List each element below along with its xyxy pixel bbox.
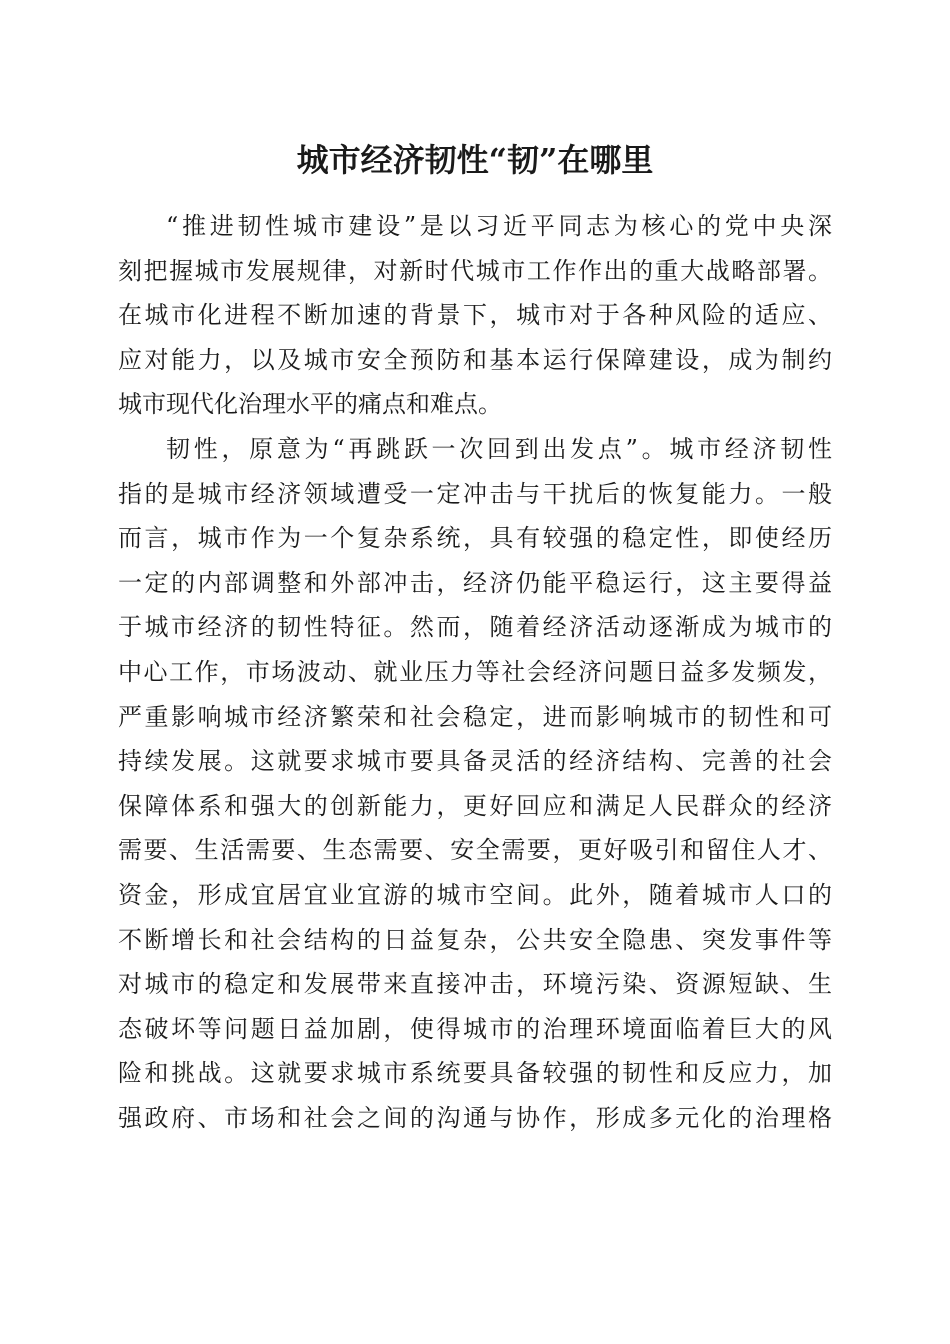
- paragraph-line: “推进韧性城市建设”是以习近平同志为核心的党中央深: [166, 212, 832, 240]
- paragraph-line: 在城市化进程不断加速的背景下，城市对于各种风险的适应、: [118, 301, 832, 330]
- paragraph-line: 险和挑战。这就要求城市系统要具备较强的韧性和反应力，加: [118, 1059, 832, 1088]
- document-body: [118, 204, 832, 1140]
- paragraph-line: 严重影响城市经济繁荣和社会稳定，进而影响城市的韧性和可: [118, 702, 832, 731]
- paragraph-line: 资金，形成宜居宜业宜游的城市空间。此外，随着城市人口的: [118, 880, 832, 909]
- paragraph-line: 需要、生活需要、生态需要、安全需要，更好吸引和留住人才、: [118, 836, 832, 865]
- paragraph-line: 应对能力，以及城市安全预防和基本运行保障建设，成为制约: [118, 345, 832, 374]
- paragraph-line: 韧性，原意为“再跳跃一次回到出发点”。城市经济韧性: [166, 434, 832, 463]
- paragraph-1: [118, 204, 832, 427]
- paragraph-line: 指的是城市经济领域遭受一定冲击与干扰后的恢复能力。一般: [118, 479, 832, 508]
- paragraph-line: 强政府、市场和社会之间的沟通与协作，形成多元化的治理格: [118, 1103, 832, 1132]
- paragraph-line: 持续发展。这就要求城市要具备灵活的经济结构、完善的社会: [118, 747, 832, 776]
- paragraph-line: 中心工作，市场波动、就业压力等社会经济问题日益多发频发，: [118, 657, 832, 686]
- paragraph-line: 刻把握城市发展规律，对新时代城市工作作出的重大战略部署。: [118, 256, 832, 285]
- document-title: 城市经济韧性“韧”在哪里: [296, 141, 654, 179]
- paragraph-line: 一定的内部调整和外部冲击，经济仍能平稳运行，这主要得益: [118, 568, 832, 597]
- paragraph-line: 而言，城市作为一个复杂系统，具有较强的稳定性，即使经历: [118, 524, 832, 553]
- paragraph-line: 态破坏等问题日益加剧，使得城市的治理环境面临着巨大的风: [118, 1014, 832, 1043]
- paragraph-line: 不断增长和社会结构的日益复杂，公共安全隐患、突发事件等: [118, 925, 832, 954]
- paragraph-line: 保障体系和强大的创新能力，更好回应和满足人民群众的经济: [118, 791, 832, 820]
- paragraph-2: [118, 427, 832, 1141]
- paragraph-line: 对城市的稳定和发展带来直接冲击，环境污染、资源短缺、生: [118, 970, 832, 999]
- paragraph-line: 城市现代化治理水平的痛点和难点。: [118, 390, 502, 419]
- paragraph-line: 于城市经济的韧性特征。然而，随着经济活动逐渐成为城市的: [118, 613, 832, 642]
